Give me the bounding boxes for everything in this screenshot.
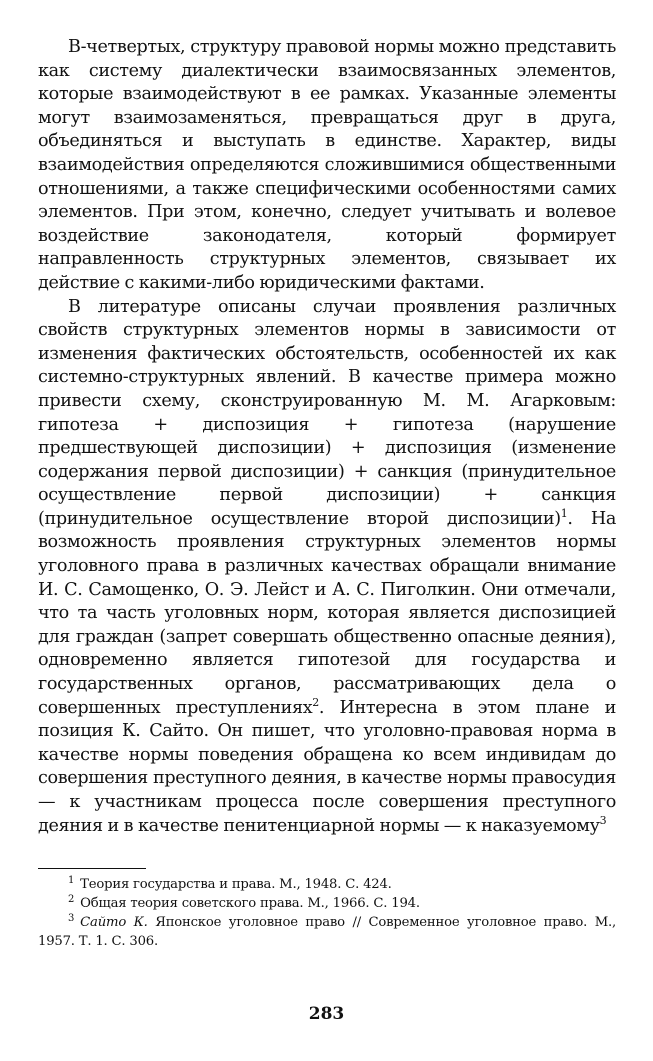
paragraph-2 [38, 296, 616, 839]
paragraph-1: В-четвертых, структуру правовой нормы можно представить как систему диалектически взаимосвязанных элементов, которые взаимодействуют в ее рамках. Указанные элементы могут взаимозаменяться, превращаться друг в друга, объединяться и выступать в единстве. Характер, виды взаимодействия определяются сложившимися общественными отношениями, а также специфическими особенностями самих элементов. При этом, конечно, следует учитывать и волевое воздействие законодателя, который формирует направленность структурных элементов, связывает их действие с какими-либо юридическими фактами. [38, 37, 616, 293]
footnote-3-author: Сайто К. [80, 915, 148, 931]
footnote-1 [38, 875, 616, 894]
paragraph-2-part-3: . Интересна в этом плане и позиция К. Сайто. Он пишет, что уголовно-правовая норма в качестве нормы поведения обращена ко всем индивидам до совершения преступного деяния, в качестве нормы правосудия — к участникам процесса после совершения преступного деяния и в качестве пенитенциарной нормы — к наказуемому [38, 697, 616, 836]
footnote-3-text: Японское уголовное право // Современное уголовное право. М., 1957. Т. 1. С. 306. [38, 915, 616, 950]
page-number: 283 [308, 1004, 345, 1024]
footnote-3 [38, 913, 616, 951]
footnote-2 [38, 894, 616, 913]
footnote-ref-3: 3 [599, 813, 607, 827]
paragraph-2-part-2: . На возможность проявления структурных элементов нормы уголовного права в различных качествах обращали внимание И. С. Самощенко, О. Э. Лейст и А. С. Пиголкин. Они отмечали, что та часть уголовных норм, которая является диспозицией для граждан (запрет совершать общественно опасные деяния), одновременно является гипотезой для государства и государственных органов, рассматривающих дела о совершенных преступлениях [38, 508, 616, 718]
footnote-1-number: 1 [68, 874, 75, 886]
footnote-divider [38, 868, 146, 869]
footnote-3-number: 3 [68, 912, 75, 924]
footnote-ref-2: 2 [312, 695, 319, 709]
paragraph-2-part-1: В литературе описаны случаи проявления различных свойств структурных элементов нормы в зависимости от изменения фактических обстоятельств, особенностей их как системно-структурных явлений. В качестве примера можно привести схему, сконструированную М. М. Агарковым: гипотеза + диспозиция + гипотеза (нарушение предшествующей диспозиции) + диспозиция (изменение содержания первой диспозиции) + санкция (принудительное осуществление первой диспозиции) + санкция (принудительное осуществление второй диспозиции) [38, 296, 616, 529]
page-body [38, 36, 616, 951]
footnote-ref-1: 1 [560, 507, 568, 521]
footnote-1-text: Теория государства и права. М., 1948. С. 424. [80, 877, 392, 893]
footnote-2-text: Общая теория советского права. М., 1966. С. 194. [80, 896, 420, 912]
footnote-2-number: 2 [68, 893, 75, 905]
